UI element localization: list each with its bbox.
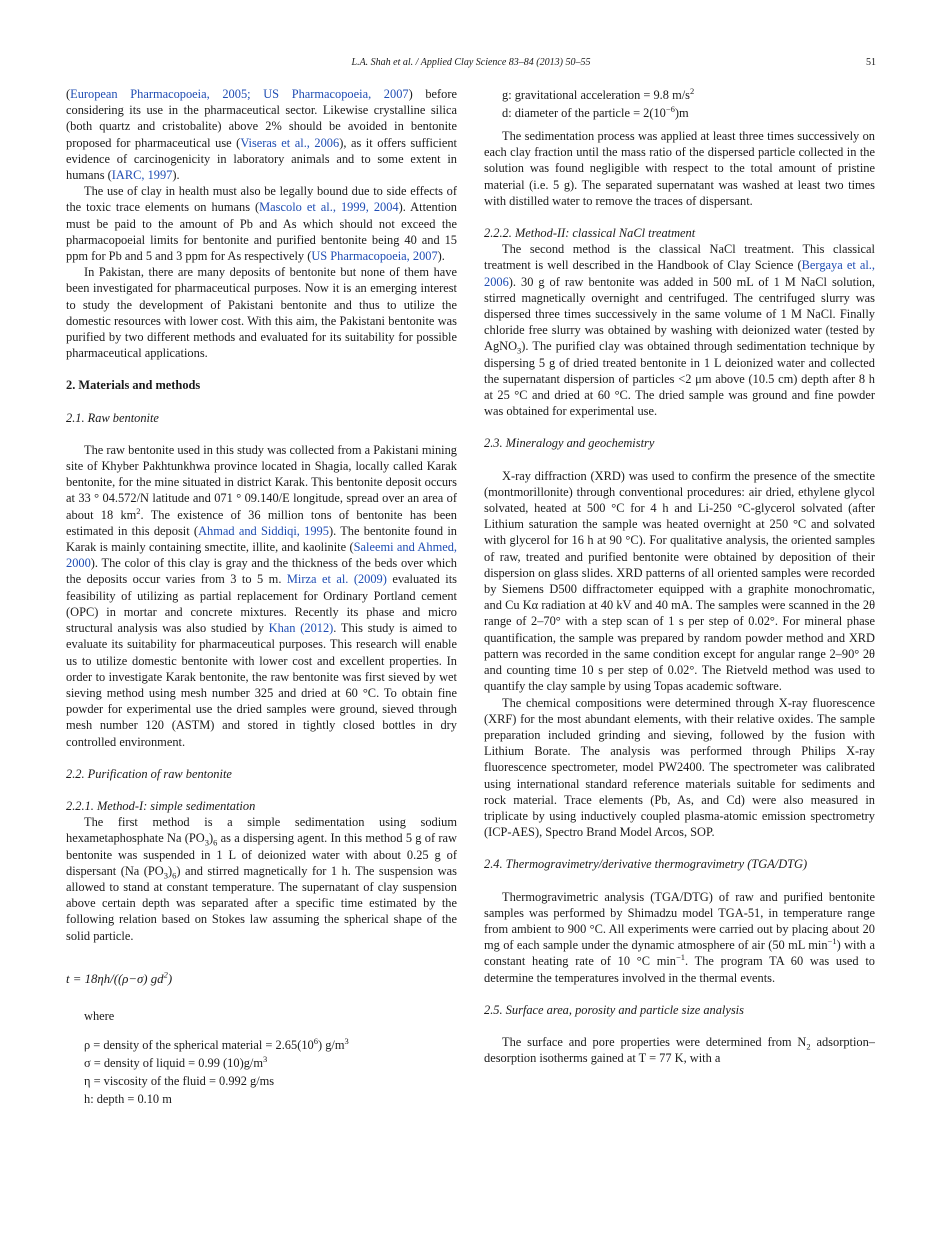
definition-h: h: depth = 0.10 m	[84, 1091, 172, 1106]
citation-link[interactable]: Mascolo et al., 1999, 2004	[259, 200, 399, 215]
subsubsection-heading: 2.2.1. Method-I: simple sedimentation	[66, 798, 256, 813]
citation-link[interactable]: European Pharmacopoeia, 2005; US Pharmacopoeia, 2007	[70, 87, 409, 101]
left-column	[66, 86, 457, 1108]
citation-link[interactable]: Mirza et al. (2009)	[286, 572, 387, 587]
paragraph-2: The use of clay in health must also be legally bound due to side effects of the toxic trace elements on humans (Mascolo et al., 1999, 2004). Attention must be paid to the amount of Pb and As which should not exceed the pharmacopoeial limits for bentonite and purified bentonite being 40 and 15 ppm for Pb and 5 and 3 ppm for As respectively (US Pharmacopoeia, 2007).	[66, 184, 457, 264]
subsection-heading: 2.4. Thermogravimetry/derivative thermogravimetry (TGA/DTG)	[484, 857, 808, 872]
paragraph-11: The surface and pore properties were determined from $N_2$ adsorption–desorption isotherms gained at T = 77 K, with a	[484, 1034, 875, 1066]
running-header	[66, 57, 876, 73]
paragraph-1: (European Pharmacopoeia, 2005; US Pharmacopoeia, 2007) before considering its use in the pharmaceutical sector. Likewise crystalline silica (both quartz and cristobalite) above 2% should be avoided in bentonite proposed for pharmaceutical use (Viseras et al., 2006), as it offers sufficient evidence of carcinogenicity in laboratory animals and to some extent in humans (IARC, 1997).	[66, 87, 457, 183]
paragraph-7: The second method is the classical NaCl treatment. This classical treatment is well described in the Handbook of Clay Science (Bergaya et al., 2006). 30 g of raw bentonite was added in 500 mL of 1 M NaCl solution, stirred magnetically overnight and centrifuged. The centrifuged slurry was dispersed three times successively in the same volume of 1 M NaCl. Finally chloride free slurry was obtained by washing with deionized water (tested by AgNO$_3$). The purified clay was obtained through sedimentation technique by dispersing 5 g of dried treated bentonite in 1 L deionized water and collected the supernatant dispersion of particles <2 μm above (10.5 cm) depth after 8 h at 25 °C and dried at 60 °C. The dried sample was ground and fine powder was obtained for experimental use.	[484, 242, 875, 419]
where-label: where	[84, 1008, 115, 1023]
paragraph-10: Thermogravimetric analysis (TGA/DTG) of raw and purified bentonite samples was performed by Shimadzu model TGA-51, in temperature range from ambient to 900 °C. All experiments were carried out by placing about 20 mg of each sample under the dynamic atmosphere of air (50 mL $\min^{-1}$) with a constant heating rate of 10 °C $\min^{-1}$. The program TA 60 was used to determine the temperatures involved in the thermal events.	[484, 889, 875, 985]
subsection-heading: 2.2. Purification of raw bentonite	[66, 766, 232, 781]
citation-link[interactable]: Khan (2012)	[268, 621, 334, 636]
variable-definitions-cont	[502, 86, 875, 122]
definition-g: g: gravitational acceleration = 9.8 $m/s^2$	[502, 85, 695, 102]
page-number: 51	[866, 57, 876, 68]
right-column	[484, 86, 875, 1066]
citation-link[interactable]: Bergaya et al., 2006	[484, 258, 875, 289]
paragraph-3: In Pakistan, there are many deposits of bentonite but none of them have been investigated for pharmaceutical purposes. Now it is an emerging interest to study the development of Pakistani bentonite and thus to utilize the domestic resources with lower cost. With this aim, the Pakistani bentonite was purified by two different methods and evaluated for its suitability for possible pharmaceutical applications.	[66, 265, 457, 361]
citation-link[interactable]: Viseras et al., 2006	[240, 135, 340, 150]
paragraph-9: The chemical compositions were determined through X-ray fluorescence (XRF) for the most abundant elements, with their relative oxides. The sample preparation included grinding and sieving, followed by the fusion with Lithium Borate. The analysis was performed through Philips X-ray fluorescence spectrometer, model PW2400. The spectrometer was calibrated using international standard reference materials suitable for sediments and rock material. Trace elements (Pb, As, and Cd) were also measured in triplicate by using inductively coupled plasma-atomic emission spectrometry (ICP-AES), Spectro Brand Model Arcos, SOP.	[484, 695, 875, 840]
paragraph-5: The first method is a simple sedimentation using sodium hexametaphosphate Na $(PO_3)_6$ as a dispersing agent. In this method 5 g of raw bentonite was suspended in 1 L of deionized water with about 0.25 g of dispersant (Na $(PO_3)_6$) and stirred magnetically for 1 h. The suspension was allowed to stand at constant temperature. The supernatant of clay suspension above certain depth was separated after a specific time estimated by the following relation based on Stokes law assuming the spherical shape of the solid particle.	[66, 815, 458, 943]
definition-eta: η = viscosity of the fluid = 0.992 g/ms	[84, 1073, 275, 1088]
definition-d: d: diameter of the particle = $2(10^{-6})m$	[502, 103, 689, 120]
stokes-equation: t = 18ηh/((ρ−σ) $gd^2$)	[66, 969, 173, 986]
journal-citation: L.A. Shah et al. / Applied Clay Science 83–84 (2013) 50–55	[351, 57, 591, 68]
definition-rho: ρ = density of the spherical material = $2.65(10^6)$ $g/m^3$	[84, 1035, 349, 1052]
citation-link[interactable]: IARC, 1997	[111, 168, 173, 183]
citation-link[interactable]: Ahmad and Siddiqi, 1995	[198, 523, 329, 538]
subsubsection-heading: 2.2.2. Method-II: classical NaCl treatment	[484, 226, 696, 241]
definition-sigma: σ = density of liquid = 0.99 $(10)g/m^3$	[84, 1053, 268, 1070]
paragraph-4: The raw bentonite used in this study was collected from a Pakistani mining site of Khyber Pakhtunkhwa province located in Shagia, locally called Karak bentonite, for the mine situated in district Karak. This bentonite deposit occurs at 33 ° 04.572/N latitude and 071 ° 09.140/E longitude, spread over an area of about 18 $km^2$. The existence of 36 million tons of bentonite has been estimated in this deposit (Ahmad and Siddiqi, 1995). The bentonite found in Karak is mainly containing smectite, illite, and kaolinite (Saleemi and Ahmed, 2000). The color of this clay is gray and the thickness of the beds over which the deposits occur varies from 3 to 5 m. Mirza et al. (2009) evaluated its feasibility of utilizing as partial replacement for Ordinary Portland cement (OPC) in mortar and concrete mixtures. Recently its phase and micro structural analysis was also studied by Khan (2012). This study is aimed to evaluate its suitability for pharmaceutical purposes. This research will enable us to utilize domestic bentonite with lower cost and excellent properties. In order to investigate Karak bentonite, the raw bentonite was first sieved by wet sieving method using mesh number 325 and dried at 60 °C. To obtain fine powder for experimental use the dried samples were ground, sieved through mesh number 120 (ASTM) and stored in tightly closed bottles in dry controlled environment.	[66, 442, 457, 749]
citation-link[interactable]: US Pharmacopoeia, 2007	[311, 249, 438, 264]
variable-definitions	[84, 1036, 457, 1108]
subsection-heading: 2.1. Raw bentonite	[66, 410, 159, 425]
citation-link[interactable]: Saleemi and Ahmed, 2000	[66, 540, 457, 571]
section-heading: 2. Materials and methods	[66, 378, 201, 393]
subsection-heading: 2.5. Surface area, porosity and particle size analysis	[484, 1002, 744, 1017]
subsection-heading: 2.3. Mineralogy and geochemistry	[484, 436, 655, 451]
paragraph-8: X-ray diffraction (XRD) was used to confirm the presence of the smectite (montmorillonite) through conventional procedures: air dried, ethylene glycol solvated, heated at 500 °C for 4 h and Li-250 °C-glycerol solvated (after Lithium saturation the sample was heated overnight at 250 °C and solvated with glycerol for 16 h at 90 °C). For qualitative analysis, the oriented samples of raw, treated and purified bentonite were obtained by deposition of their dispersion on glass slides. XRD patterns of all oriented samples were recorded by Siemens D500 diffractometer equipped with a graphite monochromatic, and Cu Kα radiation at 40 kV and 40 mA. The samples were scanned in the 2θ range of 2–70° with a step scan of 1 s per step of 0.02°. For mineral phase quantification, the sample was prepared by random powder method and XRD pattern was recorded in the same condition except for angular range 2–90° 2θ and counting time 10 s per step of 0.02°. The Rietveld method was used to quantify the clay sample by using Topas academic software.	[484, 468, 875, 694]
paragraph-6: The sedimentation process was applied at least three times successively on each clay fraction until the mass ratio of the dispersed particle collected in the solution was found negligible with respect to the total amount of pristine material (i.e. 5 g). The separated supernatant was washed at least two times with distilled water to remove the traces of dispersant.	[484, 129, 875, 208]
